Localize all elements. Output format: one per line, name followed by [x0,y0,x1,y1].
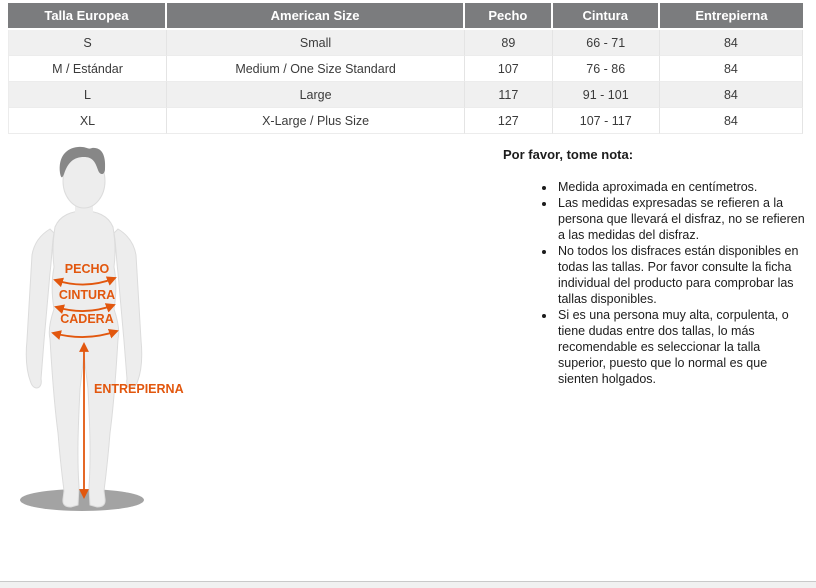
column-header-talla-europea: Talla Europea [8,3,167,30]
note-item: • Si es una persona muy alta, corpulenta, o tiene dudas entre dos tallas, lo más recomendable es seleccionar la talla superior, puesto que lo normal es que sienten holgados. [556,307,806,387]
size-chart-table [8,3,803,134]
notes-title: Por favor, tome nota: [503,147,634,162]
chest-label: PECHO [64,262,110,276]
body-measurement-diagram [0,145,200,535]
table-row-m [8,56,803,82]
cell-american: Medium / One Size Standard [167,56,465,82]
cell-cintura: 91 - 101 [553,82,660,108]
cell-cintura: 107 - 117 [553,108,660,134]
notes-section [503,147,806,387]
size-chart [8,3,803,134]
cell-pecho: 107 [465,56,552,82]
cell-talla: S [8,30,167,56]
inseam-label: ENTREPIERNA [94,382,184,396]
cell-american: Small [167,30,465,56]
right-arm [114,229,142,388]
cell-pecho: 89 [465,30,552,56]
waist-label: CINTURA [58,288,116,302]
horizontal-scrollbar[interactable] [0,581,816,588]
cell-talla: L [8,82,167,108]
table-row-s [8,30,803,56]
note-item: • Medida aproximada en centímetros. [556,179,806,195]
cell-talla: XL [8,108,167,134]
note-item: • No todos los disfraces están disponibles en todas las tallas. Por favor consulte la ficha individual del producto para comprobar las tallas disponibles. [556,243,806,307]
note-item: • Las medidas expresadas se refieren a la persona que llevará el disfraz, no se refieren a las medidas del disfraz. [556,195,806,243]
cell-entrepierna: 84 [660,30,803,56]
column-header-cintura: Cintura [553,3,660,30]
column-header-american-size: American Size [167,3,465,30]
cell-cintura: 76 - 86 [553,56,660,82]
cell-talla: M / Estándar [8,56,167,82]
floor-shadow [20,489,144,511]
column-header-pecho: Pecho [465,3,552,30]
column-header-entrepierna: Entrepierna [660,3,803,30]
cell-pecho: 117 [465,82,552,108]
notes-list [503,179,806,387]
hip-label: CADERA [60,312,114,326]
table-row-l [8,82,803,108]
cell-entrepierna: 84 [660,56,803,82]
table-row-xl [8,108,803,134]
cell-cintura: 66 - 71 [553,30,660,56]
left-arm [26,229,54,388]
cell-entrepierna: 84 [660,108,803,134]
cell-entrepierna: 84 [660,82,803,108]
cell-american: Large [167,82,465,108]
cell-pecho: 127 [465,108,552,134]
cell-american: X-Large / Plus Size [167,108,465,134]
header-row [8,3,803,30]
